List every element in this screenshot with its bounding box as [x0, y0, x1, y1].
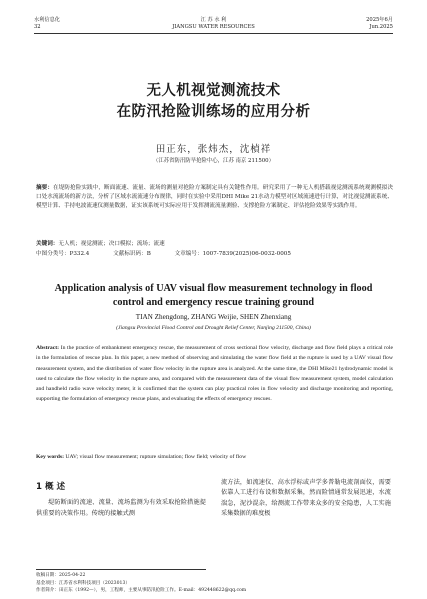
title-en: Application analysis of UAV visual flow measurement technology in flood control and emergency rescue training ground	[54, 283, 373, 308]
abstract-cn-text: 在堤防抢险实践中，断面流速、流量、流场的测量对抢险方案制定具有关键性作用。研究采用了一种无人机搭载视觉测流系统观测模拟决口处水流流场的新方法，分析了区域水流流速分布规律，同时在实验中采用DHI Mike 21水动力模型对区域流速进行计算，对比视觉测流系统、模型计算、手持电波流速仪测量数据，证实该系统可实际应用于发挥测流流量测验、支撑抢险方案制定、评估抢险效果等实践作用。	[36, 185, 393, 210]
abstract-cn	[36, 184, 393, 212]
article-id: 文章编号：1007-7839(2025)06-0032-0005	[174, 251, 291, 257]
affiliation-en: (Jiangsu Provincial Flood Control and Drought Relief Center, Nanjing 211500, China)	[116, 325, 311, 331]
keywords-cn-label: 关键词：	[36, 241, 59, 247]
section-heading: 1 概 述	[36, 482, 66, 492]
keywords-cn	[36, 239, 393, 247]
body-column-left	[36, 482, 206, 519]
header-right	[366, 17, 393, 31]
keywords-en-text: UAV; visual flow measurement; rupture simulation; flow field; velocity of flow	[65, 454, 247, 460]
header-center	[0, 17, 427, 31]
abstract-cn-label: 摘要：	[36, 185, 54, 191]
affiliation-cn: （江苏省防汛防旱抢险中心，江苏 南京 211500）	[152, 158, 275, 164]
authors-en: TIAN Zhengdong, ZHANG Weijie, SHEN Zhenxiang	[135, 313, 292, 321]
received-date: 收稿日期：2025-04-22	[36, 573, 86, 578]
body-paragraph-continued: 流方法，如流速仪、高水浮标或声学多普勒电流剖面仪，需要依靠人工进行布设和数据采集，然而险情通常发展迅速，水流湍急，泥沙混杂，给测流工作带来众多的安全隐患，人工实施采集数据的难度极	[221, 479, 391, 518]
title-cn-line2: 在防汛抢险训练场的应用分析	[116, 104, 311, 120]
title-cn-line1: 无人机视觉测流技术	[146, 83, 281, 99]
header-page-number: 32	[34, 24, 41, 30]
abstract-en-text: In the practice of embankment emergency rescue, the measurement of cross sectional flow velocity, discharge and flow field plays a critical role in the formulation of rescue plan. In this paper, a new method of observing and simulating the water flow field at the rupture is used by a UAV visual flow measurement system, and the distribution of water flow velocity in the rupture area is analyzed. At the same time, the DHI Mike21 hydrodynamic model is used to calculate the flow velocity in the rupture area, and compared with the measurement data of the visual flow measurement system, model calculation and handheld radio wave velocity meter, it is confirmed that the system can play practical roles in flow velocity and discharge monitoring and reporting, supporting the formulation of emergency rescue plans, and evaluating the effects of emergency rescues.	[36, 345, 393, 403]
journal-name-cn: 江 苏 水 利	[200, 17, 227, 23]
body-paragraph: 堤防断面的流速、流量、流场监测为有效采取抢险措施提供重要的决策作用。传统的接触式测	[36, 499, 206, 517]
abstract-en-label: Abstract:	[36, 345, 60, 351]
classification-line	[36, 249, 393, 257]
fund-project: 基金项目：江苏省水利科技项目（2023013）	[36, 580, 130, 586]
keywords-en	[36, 454, 393, 460]
header-divider	[34, 33, 393, 34]
header-section-name: 水利信息化	[34, 17, 60, 23]
authors-cn: 田正东，张炜杰，沈楨祥	[155, 144, 272, 155]
abstract-en	[36, 343, 393, 405]
issue-date-cn: 2025年6月	[366, 17, 393, 23]
keywords-cn-text: 无人机；视觉测流；决口模拟；流场；流速	[58, 241, 165, 247]
footnote-divider	[36, 569, 206, 570]
journal-name-en: JIANGSU WATER RESOURCES	[172, 24, 255, 30]
body-column-right	[221, 478, 391, 520]
clc-number: 中图分类号：P332.4	[36, 251, 90, 257]
issue-date-en: Jun.2025	[369, 24, 393, 30]
keywords-en-label: Key words:	[36, 454, 64, 460]
document-code: 文献标识码：B	[113, 251, 151, 257]
author-bio: 作者简介：田正东（1992—），男，工程师，主要从事防汛抢险工作。E-mail：492448622@qq.com	[36, 588, 247, 594]
footnote	[36, 572, 396, 595]
